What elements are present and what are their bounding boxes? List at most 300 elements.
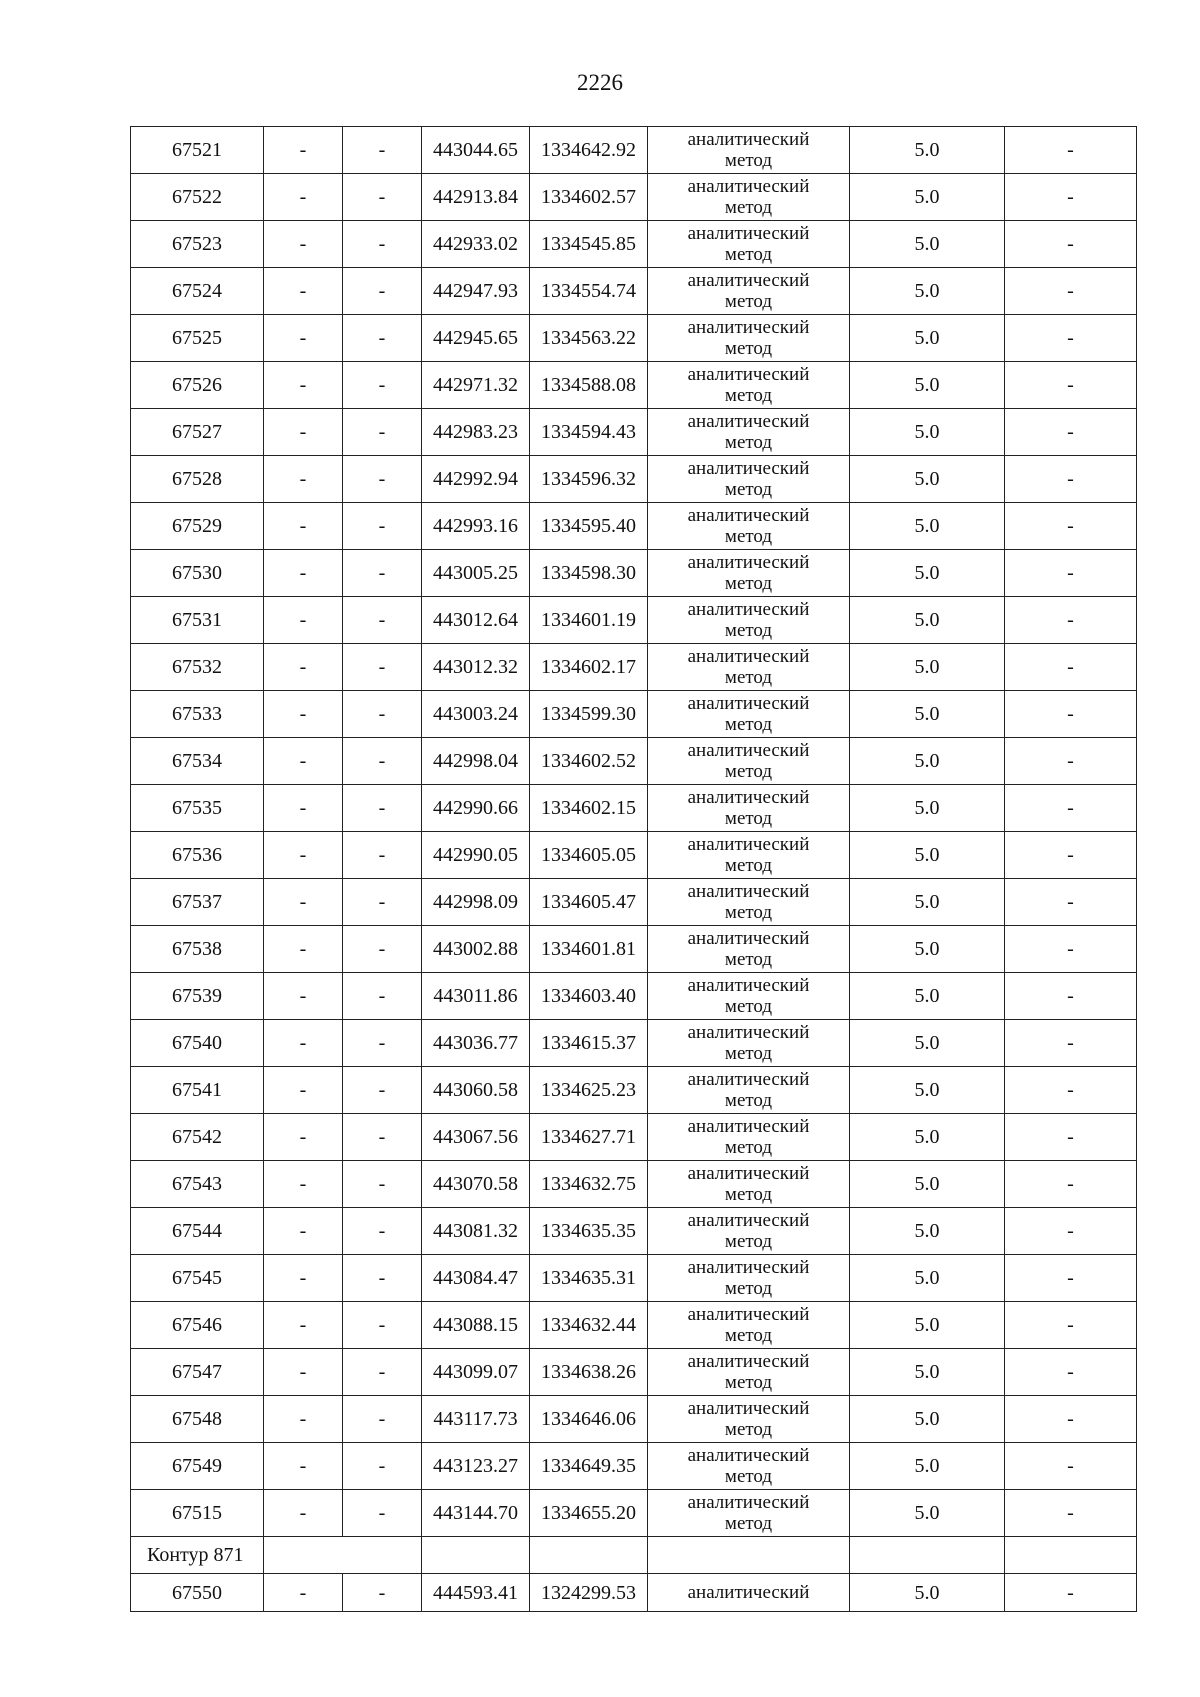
empty-value-cell: - bbox=[1005, 597, 1137, 644]
method-line-2: метод bbox=[724, 1137, 773, 1158]
method-line-2: метод bbox=[724, 902, 773, 923]
contour-blank-cell bbox=[422, 1537, 530, 1574]
empty-value-cell: - bbox=[343, 550, 422, 597]
empty-value-cell: - bbox=[264, 832, 343, 879]
x-coordinate-cell: 443012.32 bbox=[422, 644, 530, 691]
empty-value-cell: - bbox=[1005, 879, 1137, 926]
method-line-1: аналитический bbox=[687, 1163, 810, 1184]
point-number-cell: 67540 bbox=[131, 1020, 264, 1067]
method-line-2: метод bbox=[724, 949, 773, 970]
method-line-1: аналитический bbox=[687, 552, 810, 573]
x-coordinate-cell: 442990.66 bbox=[422, 785, 530, 832]
method-line-2: метод bbox=[724, 996, 773, 1017]
page-number: 2226 bbox=[577, 70, 623, 95]
method-line-1: аналитический bbox=[687, 1116, 810, 1137]
method-line-1: аналитический bbox=[687, 1492, 810, 1513]
method-cell bbox=[648, 1067, 850, 1114]
empty-value-cell: - bbox=[1005, 268, 1137, 315]
y-coordinate-cell: 1334554.74 bbox=[530, 268, 648, 315]
y-coordinate-cell: 1334595.40 bbox=[530, 503, 648, 550]
x-coordinate-cell: 443099.07 bbox=[422, 1349, 530, 1396]
method-line-1: аналитический bbox=[687, 599, 810, 620]
point-number-cell: 67544 bbox=[131, 1208, 264, 1255]
contour-row bbox=[131, 1537, 1137, 1574]
table-row bbox=[131, 503, 1137, 550]
empty-value-cell: - bbox=[264, 1020, 343, 1067]
y-coordinate-cell: 1334594.43 bbox=[530, 409, 648, 456]
method-cell: аналитический bbox=[648, 1574, 850, 1612]
x-coordinate-cell: 443012.64 bbox=[422, 597, 530, 644]
point-number-cell: 67535 bbox=[131, 785, 264, 832]
accuracy-cell: 5.0 bbox=[850, 503, 1005, 550]
table-row bbox=[131, 785, 1137, 832]
empty-value-cell: - bbox=[343, 503, 422, 550]
table-row bbox=[131, 174, 1137, 221]
method-line-1: аналитический bbox=[687, 1022, 810, 1043]
y-coordinate-cell: 1334635.31 bbox=[530, 1255, 648, 1302]
empty-value-cell: - bbox=[264, 1208, 343, 1255]
method-line-2: метод bbox=[724, 1419, 773, 1440]
table-row bbox=[131, 879, 1137, 926]
x-coordinate-cell: 442992.94 bbox=[422, 456, 530, 503]
x-coordinate-cell: 443060.58 bbox=[422, 1067, 530, 1114]
empty-value-cell: - bbox=[264, 221, 343, 268]
empty-value-cell: - bbox=[1005, 503, 1137, 550]
table-row bbox=[131, 1255, 1137, 1302]
y-coordinate-cell: 1334588.08 bbox=[530, 362, 648, 409]
y-coordinate-cell: 1334601.81 bbox=[530, 926, 648, 973]
accuracy-cell: 5.0 bbox=[850, 1161, 1005, 1208]
point-number-cell: 67532 bbox=[131, 644, 264, 691]
empty-value-cell: - bbox=[343, 1208, 422, 1255]
method-line-2: метод bbox=[724, 338, 773, 359]
table-row bbox=[131, 221, 1137, 268]
method-cell bbox=[648, 1302, 850, 1349]
method-line-1: аналитический bbox=[687, 1445, 810, 1466]
method-line-1: аналитический bbox=[687, 1304, 810, 1325]
empty-value-cell: - bbox=[343, 174, 422, 221]
method-cell bbox=[648, 456, 850, 503]
point-number-cell: 67546 bbox=[131, 1302, 264, 1349]
y-coordinate-cell: 1334596.32 bbox=[530, 456, 648, 503]
empty-value-cell: - bbox=[264, 1490, 343, 1537]
x-coordinate-cell: 442933.02 bbox=[422, 221, 530, 268]
x-coordinate-cell: 443067.56 bbox=[422, 1114, 530, 1161]
table-row bbox=[131, 1574, 1137, 1612]
method-line-2: метод bbox=[724, 385, 773, 406]
table-row bbox=[131, 1302, 1137, 1349]
point-number-cell: 67548 bbox=[131, 1396, 264, 1443]
empty-value-cell: - bbox=[1005, 1255, 1137, 1302]
empty-value-cell: - bbox=[264, 268, 343, 315]
contour-label: Контур 871 bbox=[131, 1537, 264, 1574]
accuracy-cell: 5.0 bbox=[850, 550, 1005, 597]
method-cell bbox=[648, 691, 850, 738]
method-line-2: метод bbox=[724, 1466, 773, 1487]
y-coordinate-cell: 1334602.17 bbox=[530, 644, 648, 691]
method-line-2: метод bbox=[724, 808, 773, 829]
empty-value-cell: - bbox=[264, 409, 343, 456]
point-number-cell: 67538 bbox=[131, 926, 264, 973]
empty-value-cell: - bbox=[343, 1302, 422, 1349]
x-coordinate-cell: 442947.93 bbox=[422, 268, 530, 315]
x-coordinate-cell: 442913.84 bbox=[422, 174, 530, 221]
table-row bbox=[131, 1067, 1137, 1114]
y-coordinate-cell: 1334602.15 bbox=[530, 785, 648, 832]
empty-value-cell: - bbox=[343, 456, 422, 503]
table-row bbox=[131, 1349, 1137, 1396]
empty-value-cell: - bbox=[1005, 1020, 1137, 1067]
x-coordinate-cell: 443003.24 bbox=[422, 691, 530, 738]
table-row bbox=[131, 1020, 1137, 1067]
empty-value-cell: - bbox=[264, 738, 343, 785]
method-line-2: метод bbox=[724, 1325, 773, 1346]
table-row bbox=[131, 409, 1137, 456]
x-coordinate-cell: 443117.73 bbox=[422, 1396, 530, 1443]
method-cell bbox=[648, 1490, 850, 1537]
method-line-2: метод bbox=[724, 479, 773, 500]
empty-value-cell: - bbox=[343, 1349, 422, 1396]
empty-value-cell: - bbox=[343, 785, 422, 832]
empty-value-cell: - bbox=[1005, 362, 1137, 409]
method-line-2: метод bbox=[724, 197, 773, 218]
method-cell bbox=[648, 1114, 850, 1161]
empty-value-cell: - bbox=[264, 644, 343, 691]
x-coordinate-cell: 443144.70 bbox=[422, 1490, 530, 1537]
method-cell bbox=[648, 174, 850, 221]
empty-value-cell: - bbox=[343, 1114, 422, 1161]
method-line-2: метод bbox=[724, 291, 773, 312]
point-number-cell: 67523 bbox=[131, 221, 264, 268]
method-line-1: аналитический bbox=[687, 975, 810, 996]
point-number-cell: 67528 bbox=[131, 456, 264, 503]
x-coordinate-cell: 443123.27 bbox=[422, 1443, 530, 1490]
y-coordinate-cell: 1334635.35 bbox=[530, 1208, 648, 1255]
empty-value-cell: - bbox=[343, 409, 422, 456]
table-row bbox=[131, 456, 1137, 503]
empty-value-cell: - bbox=[1005, 174, 1137, 221]
accuracy-cell: 5.0 bbox=[850, 1020, 1005, 1067]
x-coordinate-cell: 443005.25 bbox=[422, 550, 530, 597]
empty-value-cell: - bbox=[1005, 1490, 1137, 1537]
empty-value-cell: - bbox=[264, 1067, 343, 1114]
y-coordinate-cell: 1334602.57 bbox=[530, 174, 648, 221]
empty-value-cell: - bbox=[264, 785, 343, 832]
method-line-1: аналитический bbox=[687, 1069, 810, 1090]
empty-value-cell: - bbox=[1005, 550, 1137, 597]
accuracy-cell: 5.0 bbox=[850, 691, 1005, 738]
empty-value-cell: - bbox=[1005, 456, 1137, 503]
y-coordinate-cell: 1334625.23 bbox=[530, 1067, 648, 1114]
accuracy-cell: 5.0 bbox=[850, 879, 1005, 926]
point-number-cell: 67525 bbox=[131, 315, 264, 362]
empty-value-cell: - bbox=[343, 879, 422, 926]
empty-value-cell: - bbox=[343, 973, 422, 1020]
empty-value-cell: - bbox=[1005, 1443, 1137, 1490]
method-line-2: метод bbox=[724, 244, 773, 265]
point-number-cell: 67521 bbox=[131, 127, 264, 174]
contour-blank-cell bbox=[1005, 1537, 1137, 1574]
accuracy-cell: 5.0 bbox=[850, 597, 1005, 644]
accuracy-cell: 5.0 bbox=[850, 409, 1005, 456]
accuracy-cell: 5.0 bbox=[850, 738, 1005, 785]
method-line-2: метод bbox=[724, 714, 773, 735]
method-line-2: метод bbox=[724, 1090, 773, 1111]
method-line-1: аналитический bbox=[687, 881, 810, 902]
empty-value-cell: - bbox=[343, 1443, 422, 1490]
method-line-1: аналитический bbox=[687, 928, 810, 949]
method-line-2: метод bbox=[724, 573, 773, 594]
table-row bbox=[131, 550, 1137, 597]
method-cell bbox=[648, 1349, 850, 1396]
empty-value-cell: - bbox=[1005, 1302, 1137, 1349]
method-line-1: аналитический bbox=[687, 693, 810, 714]
x-coordinate-cell: 443081.32 bbox=[422, 1208, 530, 1255]
empty-value-cell: - bbox=[264, 879, 343, 926]
y-coordinate-cell: 1334563.22 bbox=[530, 315, 648, 362]
empty-value-cell: - bbox=[264, 1574, 343, 1612]
empty-value-cell: - bbox=[343, 127, 422, 174]
method-line-1: аналитический bbox=[687, 411, 810, 432]
empty-value-cell: - bbox=[264, 127, 343, 174]
y-coordinate-cell: 1334601.19 bbox=[530, 597, 648, 644]
x-coordinate-cell: 442998.04 bbox=[422, 738, 530, 785]
method-cell bbox=[648, 1396, 850, 1443]
method-cell bbox=[648, 268, 850, 315]
table-row bbox=[131, 644, 1137, 691]
method-line-1: аналитический bbox=[687, 1351, 810, 1372]
y-coordinate-cell: 1334655.20 bbox=[530, 1490, 648, 1537]
x-coordinate-cell: 442983.23 bbox=[422, 409, 530, 456]
empty-value-cell: - bbox=[264, 315, 343, 362]
point-number-cell: 67550 bbox=[131, 1574, 264, 1612]
table-row bbox=[131, 362, 1137, 409]
method-line-2: метод bbox=[724, 432, 773, 453]
table-row bbox=[131, 691, 1137, 738]
accuracy-cell: 5.0 bbox=[850, 1208, 1005, 1255]
method-line-1: аналитический bbox=[687, 1257, 810, 1278]
empty-value-cell: - bbox=[264, 973, 343, 1020]
empty-value-cell: - bbox=[1005, 127, 1137, 174]
table-row bbox=[131, 1208, 1137, 1255]
method-cell bbox=[648, 597, 850, 644]
empty-value-cell: - bbox=[343, 926, 422, 973]
y-coordinate-cell: 1334602.52 bbox=[530, 738, 648, 785]
point-number-cell: 67524 bbox=[131, 268, 264, 315]
point-number-cell: 67537 bbox=[131, 879, 264, 926]
method-cell bbox=[648, 1443, 850, 1490]
y-coordinate-cell: 1334615.37 bbox=[530, 1020, 648, 1067]
accuracy-cell: 5.0 bbox=[850, 973, 1005, 1020]
table-row bbox=[131, 1490, 1137, 1537]
accuracy-cell: 5.0 bbox=[850, 1302, 1005, 1349]
method-line-1: аналитический bbox=[687, 787, 810, 808]
table-row bbox=[131, 268, 1137, 315]
x-coordinate-cell: 442990.05 bbox=[422, 832, 530, 879]
point-number-cell: 67542 bbox=[131, 1114, 264, 1161]
empty-value-cell: - bbox=[264, 362, 343, 409]
method-line-1: аналитический bbox=[687, 505, 810, 526]
y-coordinate-cell: 1334632.44 bbox=[530, 1302, 648, 1349]
empty-value-cell: - bbox=[343, 362, 422, 409]
x-coordinate-cell: 443084.47 bbox=[422, 1255, 530, 1302]
point-number-cell: 67545 bbox=[131, 1255, 264, 1302]
x-coordinate-cell: 444593.41 bbox=[422, 1574, 530, 1612]
table-row bbox=[131, 1396, 1137, 1443]
y-coordinate-cell: 1334646.06 bbox=[530, 1396, 648, 1443]
method-line-2: метод bbox=[724, 1184, 773, 1205]
accuracy-cell: 5.0 bbox=[850, 1396, 1005, 1443]
method-line-1: аналитический bbox=[687, 129, 810, 150]
point-number-cell: 67543 bbox=[131, 1161, 264, 1208]
empty-value-cell: - bbox=[264, 926, 343, 973]
empty-value-cell: - bbox=[1005, 1067, 1137, 1114]
empty-value-cell: - bbox=[343, 832, 422, 879]
accuracy-cell: 5.0 bbox=[850, 1490, 1005, 1537]
accuracy-cell: 5.0 bbox=[850, 1114, 1005, 1161]
accuracy-cell: 5.0 bbox=[850, 1443, 1005, 1490]
empty-value-cell: - bbox=[343, 1574, 422, 1612]
contour-blank-cell bbox=[264, 1537, 422, 1574]
empty-value-cell: - bbox=[264, 503, 343, 550]
y-coordinate-cell: 1334545.85 bbox=[530, 221, 648, 268]
method-cell bbox=[648, 127, 850, 174]
point-number-cell: 67526 bbox=[131, 362, 264, 409]
coordinates-table bbox=[130, 126, 1137, 1612]
empty-value-cell: - bbox=[343, 1067, 422, 1114]
y-coordinate-cell: 1334642.92 bbox=[530, 127, 648, 174]
empty-value-cell: - bbox=[1005, 221, 1137, 268]
y-coordinate-cell: 1334649.35 bbox=[530, 1443, 648, 1490]
point-number-cell: 67539 bbox=[131, 973, 264, 1020]
empty-value-cell: - bbox=[1005, 973, 1137, 1020]
accuracy-cell: 5.0 bbox=[850, 315, 1005, 362]
empty-value-cell: - bbox=[1005, 785, 1137, 832]
accuracy-cell: 5.0 bbox=[850, 362, 1005, 409]
accuracy-cell: 5.0 bbox=[850, 1574, 1005, 1612]
empty-value-cell: - bbox=[343, 644, 422, 691]
method-cell bbox=[648, 221, 850, 268]
empty-value-cell: - bbox=[264, 456, 343, 503]
table-row bbox=[131, 973, 1137, 1020]
empty-value-cell: - bbox=[1005, 315, 1137, 362]
empty-value-cell: - bbox=[1005, 1114, 1137, 1161]
empty-value-cell: - bbox=[264, 1349, 343, 1396]
accuracy-cell: 5.0 bbox=[850, 832, 1005, 879]
empty-value-cell: - bbox=[343, 221, 422, 268]
y-coordinate-cell: 1334598.30 bbox=[530, 550, 648, 597]
contour-blank-cell bbox=[648, 1537, 850, 1574]
method-line-1: аналитический bbox=[687, 458, 810, 479]
empty-value-cell: - bbox=[343, 1490, 422, 1537]
empty-value-cell: - bbox=[343, 1020, 422, 1067]
empty-value-cell: - bbox=[343, 1255, 422, 1302]
y-coordinate-cell: 1334632.75 bbox=[530, 1161, 648, 1208]
empty-value-cell: - bbox=[343, 268, 422, 315]
method-cell bbox=[648, 315, 850, 362]
y-coordinate-cell: 1334599.30 bbox=[530, 691, 648, 738]
empty-value-cell: - bbox=[343, 1161, 422, 1208]
table-row bbox=[131, 832, 1137, 879]
accuracy-cell: 5.0 bbox=[850, 785, 1005, 832]
table-row bbox=[131, 926, 1137, 973]
table-row bbox=[131, 597, 1137, 644]
accuracy-cell: 5.0 bbox=[850, 221, 1005, 268]
point-number-cell: 67522 bbox=[131, 174, 264, 221]
method-line-1: аналитический bbox=[687, 1210, 810, 1231]
empty-value-cell: - bbox=[1005, 1208, 1137, 1255]
accuracy-cell: 5.0 bbox=[850, 1255, 1005, 1302]
empty-value-cell: - bbox=[264, 174, 343, 221]
table-row bbox=[131, 315, 1137, 362]
point-number-cell: 67541 bbox=[131, 1067, 264, 1114]
x-coordinate-cell: 443070.58 bbox=[422, 1161, 530, 1208]
x-coordinate-cell: 442998.09 bbox=[422, 879, 530, 926]
x-coordinate-cell: 443011.86 bbox=[422, 973, 530, 1020]
table-row bbox=[131, 738, 1137, 785]
method-line-2: метод bbox=[724, 1231, 773, 1252]
contour-blank-cell bbox=[530, 1537, 648, 1574]
accuracy-cell: 5.0 bbox=[850, 174, 1005, 221]
method-cell bbox=[648, 738, 850, 785]
method-line-1: аналитический bbox=[687, 223, 810, 244]
method-cell bbox=[648, 1161, 850, 1208]
x-coordinate-cell: 443044.65 bbox=[422, 127, 530, 174]
point-number-cell: 67549 bbox=[131, 1443, 264, 1490]
empty-value-cell: - bbox=[264, 691, 343, 738]
method-cell bbox=[648, 1208, 850, 1255]
method-line-2: метод bbox=[724, 761, 773, 782]
y-coordinate-cell: 1334627.71 bbox=[530, 1114, 648, 1161]
y-coordinate-cell: 1324299.53 bbox=[530, 1574, 648, 1612]
point-number-cell: 67527 bbox=[131, 409, 264, 456]
table-row bbox=[131, 1443, 1137, 1490]
method-line-2: метод bbox=[724, 620, 773, 641]
y-coordinate-cell: 1334605.47 bbox=[530, 879, 648, 926]
method-line-1: аналитический bbox=[687, 834, 810, 855]
x-coordinate-cell: 442971.32 bbox=[422, 362, 530, 409]
empty-value-cell: - bbox=[343, 1396, 422, 1443]
method-line-1: аналитический bbox=[687, 317, 810, 338]
accuracy-cell: 5.0 bbox=[850, 456, 1005, 503]
empty-value-cell: - bbox=[1005, 1161, 1137, 1208]
accuracy-cell: 5.0 bbox=[850, 1067, 1005, 1114]
method-line-1: аналитический bbox=[687, 364, 810, 385]
empty-value-cell: - bbox=[1005, 1349, 1137, 1396]
empty-value-cell: - bbox=[1005, 1574, 1137, 1612]
empty-value-cell: - bbox=[1005, 1396, 1137, 1443]
empty-value-cell: - bbox=[1005, 738, 1137, 785]
accuracy-cell: 5.0 bbox=[850, 268, 1005, 315]
method-cell bbox=[648, 973, 850, 1020]
empty-value-cell: - bbox=[343, 738, 422, 785]
point-number-cell: 67530 bbox=[131, 550, 264, 597]
table-row bbox=[131, 1114, 1137, 1161]
method-cell bbox=[648, 832, 850, 879]
x-coordinate-cell: 443088.15 bbox=[422, 1302, 530, 1349]
method-cell bbox=[648, 644, 850, 691]
y-coordinate-cell: 1334603.40 bbox=[530, 973, 648, 1020]
method-line-2: метод bbox=[724, 1372, 773, 1393]
method-line-2: метод bbox=[724, 1278, 773, 1299]
empty-value-cell: - bbox=[264, 1396, 343, 1443]
empty-value-cell: - bbox=[343, 691, 422, 738]
method-cell bbox=[648, 503, 850, 550]
empty-value-cell: - bbox=[264, 597, 343, 644]
point-number-cell: 67515 bbox=[131, 1490, 264, 1537]
method-cell bbox=[648, 879, 850, 926]
method-cell bbox=[648, 550, 850, 597]
